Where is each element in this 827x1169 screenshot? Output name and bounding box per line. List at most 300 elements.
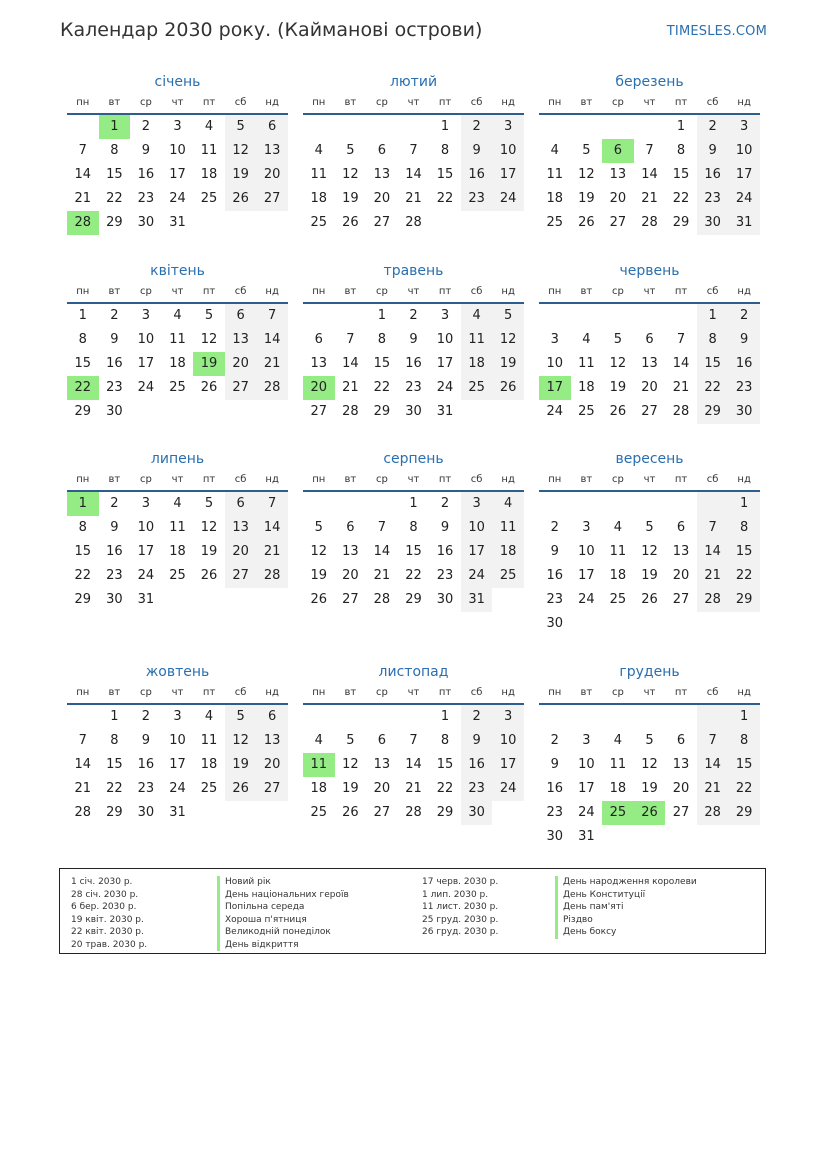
day-cell: 24: [461, 564, 493, 588]
day-cell: 24: [137, 380, 155, 395]
day-cell: 17: [539, 376, 571, 400]
day-cell: 23: [697, 187, 729, 211]
day-cell: 9: [550, 757, 559, 772]
weekday-header: [303, 470, 524, 492]
day-cell: 21: [697, 777, 729, 801]
day-cell: 29: [74, 592, 92, 607]
weekday-label: нд: [737, 687, 751, 698]
holiday-date: 1 січ. 2030 р.: [71, 877, 133, 887]
weekday-label: ср: [375, 286, 388, 297]
day-cell: 18: [169, 544, 186, 559]
weekday-label: пн: [312, 286, 326, 297]
day-cell: 3: [141, 308, 151, 323]
day-cell: 6: [225, 304, 257, 328]
day-grid: [67, 304, 288, 424]
day-cell: 5: [346, 733, 355, 748]
day-cell: 31: [137, 592, 155, 607]
day-cell: 22: [67, 376, 99, 400]
weekday-label: пт: [202, 687, 216, 698]
day-cell: 11: [303, 753, 335, 777]
day-cell: 17: [436, 356, 454, 371]
empty-cell: [665, 705, 697, 729]
day-grid: [303, 705, 524, 825]
day-cell: 4: [582, 332, 591, 347]
empty-cell: [492, 211, 524, 235]
day-cell: 9: [409, 332, 418, 347]
empty-cell: [602, 705, 634, 729]
empty-cell: [571, 304, 603, 328]
day-cell: 18: [461, 352, 493, 376]
day-cell: 6: [645, 332, 654, 347]
day-cell: 15: [373, 356, 391, 371]
day-cell: 28: [74, 805, 92, 820]
empty-cell: [162, 400, 194, 424]
day-cell: 23: [461, 187, 493, 211]
empty-cell: [697, 612, 729, 636]
weekday-label: пт: [202, 474, 216, 485]
day-cell: 5: [613, 332, 623, 347]
day-cell: 26: [310, 592, 328, 607]
day-cell: 17: [728, 163, 760, 187]
site-brand-link[interactable]: TIMESLES.COM: [666, 24, 767, 39]
day-cell: 2: [141, 709, 151, 724]
day-cell: 27: [225, 564, 257, 588]
day-cell: 10: [728, 139, 760, 163]
day-cell: 30: [405, 404, 422, 419]
day-cell: 15: [672, 167, 690, 182]
holiday-name: Хороша п'ятниця: [217, 914, 349, 927]
day-cell: 9: [461, 729, 493, 753]
day-cell: 30: [697, 211, 729, 235]
weekday-header: [539, 470, 760, 492]
day-cell: 24: [137, 568, 155, 583]
day-cell: 20: [303, 376, 335, 400]
day-cell: 23: [728, 376, 760, 400]
day-cell: 5: [225, 115, 257, 139]
day-cell: 8: [676, 143, 686, 158]
day-cell: 28: [697, 588, 729, 612]
weekday-label: нд: [501, 474, 515, 485]
day-cell: 1: [440, 119, 450, 134]
day-cell: 4: [613, 520, 623, 535]
day-cell: 2: [110, 308, 119, 323]
day-cell: 28: [342, 404, 359, 419]
day-cell: 15: [74, 544, 92, 559]
day-cell: 22: [405, 568, 422, 583]
day-cell: 19: [200, 544, 218, 559]
empty-cell: [256, 801, 288, 825]
day-cell: 31: [169, 215, 186, 230]
day-cell: 19: [225, 753, 257, 777]
day-cell: 20: [256, 753, 288, 777]
day-cell: 6: [225, 492, 257, 516]
day-cell: 18: [578, 380, 595, 395]
day-cell: 13: [225, 516, 257, 540]
holiday-name: День відкриття: [217, 939, 349, 952]
month-block: [539, 448, 760, 636]
weekday-label: сб: [234, 286, 247, 297]
day-cell: 30: [106, 592, 123, 607]
day-cell: 4: [173, 308, 182, 323]
day-cell: 24: [436, 380, 454, 395]
day-cell: 20: [225, 540, 257, 564]
day-cell: 15: [436, 167, 454, 182]
empty-cell: [303, 492, 335, 516]
day-cell: 26: [342, 215, 359, 230]
weekday-label: ср: [375, 687, 388, 698]
day-cell: 20: [373, 191, 391, 206]
day-cell: 7: [346, 332, 355, 347]
day-cell: 9: [728, 328, 760, 352]
month-name: листопад: [378, 664, 449, 680]
day-cell: 16: [461, 753, 493, 777]
day-cell: 24: [578, 805, 595, 820]
day-cell: 3: [550, 332, 559, 347]
empty-cell: [225, 588, 257, 612]
empty-cell: [335, 115, 367, 139]
empty-cell: [634, 825, 666, 849]
day-cell: 16: [461, 163, 493, 187]
weekday-label: сб: [706, 97, 719, 108]
month-name: серпень: [383, 451, 444, 467]
day-cell: 16: [137, 757, 155, 772]
month-name: жовтень: [145, 664, 210, 680]
day-grid: [67, 492, 288, 612]
month-block: [539, 71, 760, 235]
empty-cell: [728, 825, 760, 849]
day-cell: 19: [641, 568, 658, 583]
day-cell: 18: [546, 191, 564, 206]
day-cell: 5: [492, 304, 524, 328]
day-cell: 21: [342, 380, 359, 395]
day-cell: 4: [314, 143, 323, 158]
day-cell: 8: [440, 143, 450, 158]
day-cell: 27: [609, 215, 627, 230]
weekday-label: пт: [674, 97, 688, 108]
day-cell: 3: [173, 709, 182, 724]
day-cell: 9: [461, 139, 493, 163]
day-cell: 16: [436, 544, 454, 559]
weekday-label: сб: [706, 687, 719, 698]
month-block: [67, 661, 288, 825]
day-grid: [303, 492, 524, 612]
day-cell: 14: [641, 167, 658, 182]
weekday-label: нд: [501, 97, 515, 108]
day-cell: 30: [137, 805, 155, 820]
empty-cell: [539, 115, 571, 139]
day-cell: 21: [641, 191, 658, 206]
weekday-label: вт: [344, 97, 357, 108]
empty-cell: [697, 825, 729, 849]
day-cell: 28: [67, 211, 99, 235]
day-cell: 9: [110, 332, 119, 347]
day-cell: 13: [373, 167, 391, 182]
day-cell: 14: [74, 757, 92, 772]
empty-cell: [539, 705, 571, 729]
day-cell: 25: [169, 568, 186, 583]
day-cell: 28: [641, 215, 658, 230]
weekday-label: чт: [407, 286, 420, 297]
day-cell: 30: [436, 592, 454, 607]
holiday-date: 11 лист. 2030 р.: [422, 902, 499, 912]
day-cell: 10: [492, 139, 524, 163]
day-cell: 11: [461, 328, 493, 352]
weekday-label: чт: [171, 474, 184, 485]
day-cell: 8: [728, 729, 760, 753]
day-cell: 16: [106, 544, 123, 559]
weekday-label: пн: [548, 474, 562, 485]
weekday-label: пн: [76, 474, 90, 485]
day-cell: 25: [578, 404, 595, 419]
day-cell: 15: [405, 544, 422, 559]
month-block: [67, 448, 288, 612]
day-cell: 19: [641, 781, 658, 796]
weekday-label: ср: [139, 97, 152, 108]
day-cell: 3: [173, 119, 182, 134]
holiday-name: День народження королеви: [555, 876, 697, 889]
day-cell: 5: [346, 143, 355, 158]
day-cell: 19: [492, 352, 524, 376]
weekday-label: пн: [76, 97, 90, 108]
day-cell: 25: [492, 564, 524, 588]
month-block: [67, 71, 288, 235]
empty-cell: [492, 801, 524, 825]
day-cell: 14: [256, 328, 288, 352]
day-cell: 29: [106, 805, 123, 820]
day-cell: 27: [672, 592, 690, 607]
weekday-header: [303, 282, 524, 304]
weekday-label: пн: [312, 474, 326, 485]
day-cell: 21: [256, 352, 288, 376]
empty-cell: [429, 211, 461, 235]
day-cell: 2: [728, 304, 760, 328]
holiday-date: 20 трав. 2030 р.: [71, 939, 148, 950]
weekday-label: нд: [501, 687, 515, 698]
day-cell: 4: [461, 304, 493, 328]
day-cell: 25: [169, 380, 186, 395]
day-cell: 25: [310, 215, 328, 230]
month-block: [303, 448, 524, 612]
day-cell: 11: [609, 544, 627, 559]
empty-cell: [665, 825, 697, 849]
day-cell: 23: [436, 568, 454, 583]
empty-cell: [335, 705, 367, 729]
day-cell: 12: [342, 167, 359, 182]
day-cell: 3: [582, 520, 591, 535]
day-cell: 17: [578, 568, 595, 583]
day-cell: 29: [106, 215, 123, 230]
day-cell: 30: [106, 404, 123, 419]
weekday-label: пт: [674, 687, 688, 698]
day-cell: 17: [578, 781, 595, 796]
holiday-name: День боксу: [555, 926, 697, 939]
day-cell: 24: [578, 592, 595, 607]
day-cell: 11: [578, 356, 595, 371]
day-cell: 27: [672, 805, 690, 820]
day-cell: 8: [409, 520, 418, 535]
day-grid: [67, 115, 288, 235]
empty-cell: [571, 492, 603, 516]
weekday-label: пт: [674, 474, 688, 485]
day-cell: 5: [314, 520, 323, 535]
holiday-date: 22 квіт. 2030 р.: [71, 927, 144, 937]
month-name: лютий: [389, 74, 438, 90]
day-cell: 19: [609, 380, 627, 395]
day-cell: 25: [310, 805, 328, 820]
day-cell: 1: [440, 709, 450, 724]
day-cell: 11: [200, 733, 218, 748]
day-cell: 17: [169, 757, 186, 772]
day-cell: 20: [672, 568, 690, 583]
day-cell: 7: [645, 143, 654, 158]
weekday-label: пт: [438, 474, 452, 485]
empty-cell: [602, 825, 634, 849]
day-cell: 3: [141, 496, 151, 511]
empty-cell: [492, 400, 524, 424]
empty-cell: [67, 115, 99, 139]
day-cell: 16: [546, 568, 564, 583]
day-cell: 11: [546, 167, 564, 182]
month-name: січень: [154, 74, 201, 90]
empty-cell: [366, 705, 398, 729]
day-cell: 31: [728, 211, 760, 235]
day-cell: 25: [609, 592, 627, 607]
weekday-label: ср: [139, 286, 152, 297]
day-cell: 26: [225, 187, 257, 211]
weekday-label: чт: [643, 97, 656, 108]
day-cell: 24: [492, 187, 524, 211]
day-cell: 18: [310, 191, 328, 206]
weekday-label: пт: [438, 687, 452, 698]
day-cell: 10: [461, 516, 493, 540]
weekday-label: ср: [611, 97, 624, 108]
weekday-label: ср: [375, 97, 388, 108]
empty-cell: [571, 612, 603, 636]
empty-cell: [366, 492, 398, 516]
day-cell: 7: [78, 143, 87, 158]
day-cell: 12: [609, 356, 627, 371]
day-cell: 5: [582, 143, 591, 158]
empty-cell: [602, 304, 634, 328]
empty-cell: [193, 801, 225, 825]
day-cell: 5: [225, 705, 257, 729]
day-cell: 29: [728, 801, 760, 825]
day-cell: 20: [342, 568, 359, 583]
weekday-label: сб: [470, 286, 483, 297]
holiday-date: 17 черв. 2030 р.: [422, 877, 499, 887]
weekday-label: пн: [76, 687, 90, 698]
weekday-label: пн: [548, 97, 562, 108]
day-cell: 3: [492, 115, 524, 139]
day-cell: 18: [310, 781, 328, 796]
day-cell: 9: [141, 143, 151, 158]
day-cell: 22: [436, 191, 454, 206]
weekday-label: ср: [375, 474, 388, 485]
empty-cell: [665, 304, 697, 328]
day-cell: 26: [609, 404, 627, 419]
day-cell: 10: [137, 520, 155, 535]
day-cell: 15: [106, 167, 123, 182]
day-cell: 6: [676, 520, 686, 535]
day-cell: 25: [461, 376, 493, 400]
day-cell: 11: [492, 516, 524, 540]
weekday-label: чт: [643, 286, 656, 297]
day-cell: 10: [546, 356, 564, 371]
day-cell: 29: [74, 404, 92, 419]
day-cell: 1: [409, 496, 418, 511]
empty-cell: [225, 801, 257, 825]
weekday-header: [67, 282, 288, 304]
day-cell: 13: [609, 167, 627, 182]
day-cell: 12: [492, 328, 524, 352]
day-cell: 22: [106, 781, 123, 796]
day-cell: 16: [405, 356, 422, 371]
day-cell: 18: [609, 568, 627, 583]
day-cell: 8: [110, 733, 119, 748]
day-cell: 27: [373, 215, 391, 230]
day-cell: 15: [697, 352, 729, 376]
day-cell: 23: [546, 805, 564, 820]
weekday-label: вт: [108, 474, 121, 485]
holiday-names-left: [217, 876, 349, 951]
day-cell: 29: [672, 215, 690, 230]
day-cell: 7: [377, 520, 387, 535]
day-cell: 22: [106, 191, 123, 206]
day-cell: 24: [492, 777, 524, 801]
day-cell: 22: [74, 568, 92, 583]
empty-cell: [193, 400, 225, 424]
weekday-label: вт: [344, 286, 357, 297]
weekday-label: пн: [76, 286, 90, 297]
day-cell: 27: [256, 777, 288, 801]
day-cell: 6: [346, 520, 355, 535]
empty-cell: [335, 492, 367, 516]
weekday-label: сб: [234, 687, 247, 698]
day-cell: 4: [314, 733, 323, 748]
empty-cell: [492, 588, 524, 612]
day-cell: 28: [405, 215, 422, 230]
weekday-header: [539, 683, 760, 705]
weekday-label: чт: [171, 687, 184, 698]
day-cell: 1: [78, 308, 87, 323]
day-cell: 22: [697, 376, 729, 400]
day-cell: 3: [582, 733, 591, 748]
day-cell: 21: [405, 781, 422, 796]
day-cell: 25: [546, 215, 564, 230]
empty-cell: [67, 705, 99, 729]
day-cell: 20: [672, 781, 690, 796]
day-cell: 29: [728, 588, 760, 612]
day-cell: 6: [602, 139, 634, 163]
day-cell: 10: [169, 733, 186, 748]
weekday-label: пт: [202, 286, 216, 297]
weekday-label: ср: [611, 687, 624, 698]
empty-cell: [256, 400, 288, 424]
day-cell: 23: [106, 568, 123, 583]
day-cell: 7: [697, 516, 729, 540]
empty-cell: [335, 304, 367, 328]
weekday-header: [539, 282, 760, 304]
day-cell: 25: [602, 801, 634, 825]
day-cell: 14: [697, 540, 729, 564]
day-cell: 4: [173, 496, 182, 511]
day-grid: [539, 115, 760, 235]
day-cell: 23: [461, 777, 493, 801]
empty-cell: [256, 211, 288, 235]
day-grid: [539, 492, 760, 636]
day-cell: 6: [314, 332, 323, 347]
day-cell: 21: [256, 540, 288, 564]
